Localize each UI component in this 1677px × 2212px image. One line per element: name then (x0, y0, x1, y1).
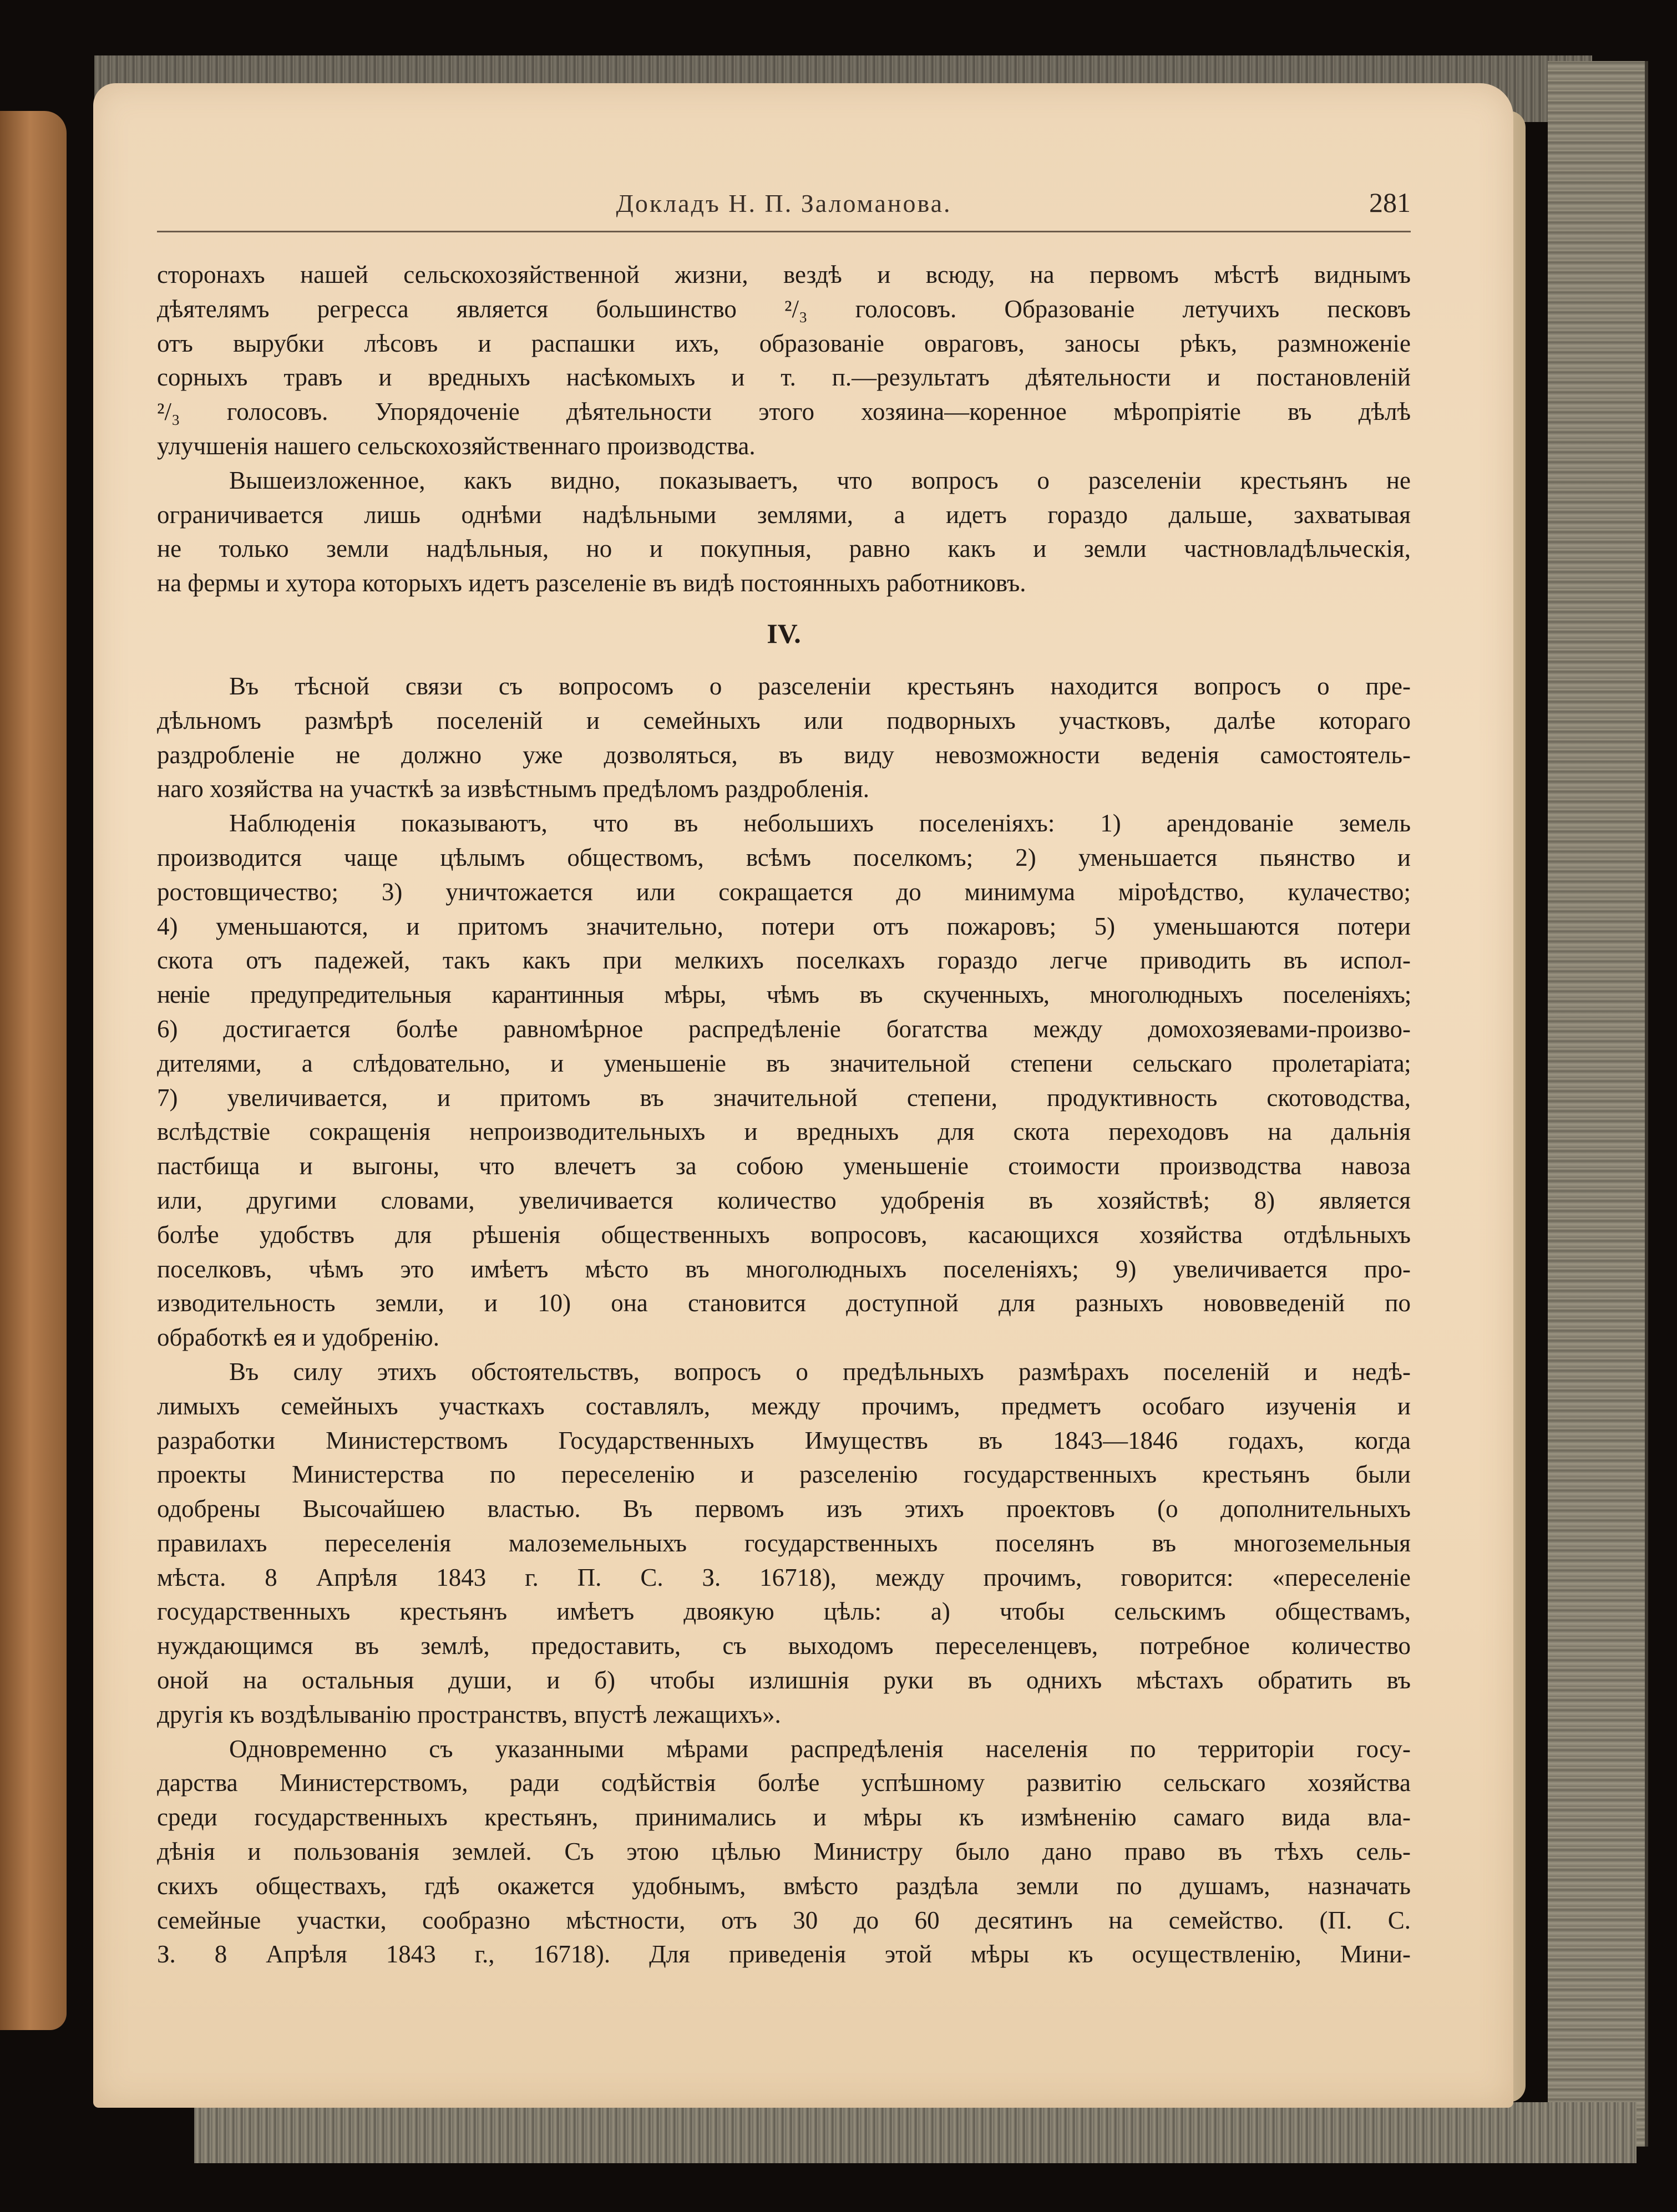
text-line: лимыхъ семейныхъ участкахъ составлялъ, между прочимъ, предметъ особаго изученія и (157, 1392, 1411, 1420)
text-line: отъ вырубки лѣсовъ и распашки ихъ, образованіе овраговъ, заносы рѣкъ, размноженіе (157, 329, 1411, 357)
binding-board-right (1548, 61, 1648, 2147)
text-line: ²/₃ голосовъ. Упорядоченіе дѣятельности этого хозяина—коренное мѣропріятіе въ дѣлѣ (157, 398, 1411, 426)
text-line: З. 8 Апрѣля 1843 г., 16718). Для приведенія этой мѣры къ осуществленію, Мини- (157, 1940, 1411, 1969)
page-number: 281 (1369, 187, 1411, 218)
text-line: Одновременно съ указанными мѣрами распредѣленія населенія по территоріи госу- (229, 1734, 1411, 1763)
running-title: Докладъ Н. П. Заломанова. (616, 189, 952, 217)
text-line: Вышеизложенное, какъ видно, показываетъ, что вопросъ о разселеніи крестьянъ не (229, 466, 1411, 494)
text-line: неніе предупредительныя карантинныя мѣры, чѣмъ въ скученныхъ, многолюдныхъ поселеніяхъ; (157, 981, 1411, 1009)
text-line: Наблюденія показываютъ, что въ небольшихъ поселеніяхъ: 1) арендованіе земель (229, 809, 1411, 838)
text-line: семейные участки, сообразно мѣстности, отъ 30 до 60 десятинъ на семейство. (П. С. (157, 1906, 1411, 1934)
text-line: одобрены Высочайшею властью. Въ первомъ изъ этихъ проектовъ (о дополнительныхъ (157, 1495, 1411, 1523)
text-line: раздробленіе не должно уже дозволяться, въ виду невозможности веденія самостоятель- (157, 740, 1411, 769)
text-line: мѣста. 8 Апрѣля 1843 г. П. С. З. 16718), между прочимъ, говорится: «переселеніе (157, 1563, 1411, 1591)
text-line: сторонахъ нашей сельскохозяйственной жизни, вездѣ и всюду, на первомъ мѣстѣ виднымъ (157, 261, 1411, 288)
text-line: 4) уменьшаются, и притомъ значительно, потери отъ пожаровъ; 5) уменьшаются потери (157, 912, 1411, 940)
text-line: поселковъ, чѣмъ это имѣетъ мѣсто въ многолюдныхъ поселеніяхъ; 9) увеличивается про- (157, 1255, 1411, 1283)
adjacent-page-edge (0, 111, 67, 2030)
text-line: улучшенія нашего сельскохозяйственнаго производства. (157, 432, 756, 460)
binding-board-bottom (194, 2102, 1637, 2163)
text-line: 6) достигается болѣе равномѣрное распредѣленіе богатства между домохозяевами-произво- (157, 1014, 1411, 1043)
text-line: 7) увеличивается, и притомъ въ значительной степени, продуктивность скотоводства, (157, 1083, 1411, 1112)
section-heading: IV. (767, 617, 801, 649)
text-line: дѣльномъ размѣрѣ поселеній и семейныхъ или подворныхъ участковъ, далѣе котораго (157, 706, 1411, 734)
text-line: оной на остальныя души, и б) чтобы излишнія руки въ однихъ мѣстахъ обратить въ (157, 1666, 1411, 1694)
text-line: сорныхъ травъ и вредныхъ насѣкомыхъ и т. п.—результатъ дѣятельности и постановленій (157, 363, 1411, 392)
text-line: разработки Министерствомъ Государственныхъ Имуществъ въ 1843—1846 годахъ, когда (157, 1426, 1411, 1454)
text-line: обработкѣ ея и удобренію. (157, 1323, 440, 1352)
text-line: наго хозяйства на участкѣ за извѣстнымъ предѣломъ раздробленія. (157, 775, 870, 803)
text-line: Въ тѣсной связи съ вопросомъ о разселеніи крестьянъ находится вопросъ о пре- (229, 672, 1411, 700)
text-line: на фермы и хутора которыхъ идетъ разселеніе въ видѣ постоянныхъ работниковъ. (157, 569, 1026, 597)
running-head (157, 181, 1411, 232)
text-line: производится чаще цѣлымъ обществомъ, всѣмъ поселкомъ; 2) уменьшается пьянство и (157, 843, 1411, 871)
text-line: пастбища и выгоны, что влечетъ за собою уменьшеніе стоимости производства навоза (157, 1152, 1411, 1180)
text-line: болѣе удобствъ для рѣшенія общественныхъ вопросовъ, касающихся хозяйства отдѣльныхъ (157, 1220, 1411, 1249)
text-line: не только земли надѣльныя, но и покупныя, равно какъ и земли частновладѣльческія, (157, 535, 1411, 563)
text-line: другія къ воздѣлыванію пространствъ, впустѣ лежащихъ». (157, 1700, 781, 1728)
text-line: скихъ обществахъ, гдѣ окажется удобнымъ, вмѣсто раздѣла земли по душамъ, назначать (157, 1871, 1411, 1900)
text-line: проекты Министерства по переселенію и разселенію государственныхъ крестьянъ были (157, 1460, 1411, 1489)
text-line: ограничивается лишь однѣми надѣльными землями, а идетъ гораздо дальше, захватывая (157, 500, 1411, 529)
text-line: правилахъ переселенія малоземельныхъ государственныхъ поселянъ въ многоземельныя (157, 1529, 1411, 1557)
text-line: ростовщичество; 3) уничтожается или сокращается до минимума міроѣдство, кулачество; (157, 877, 1411, 906)
text-line: вслѣдствіе сокращенія непроизводительныхъ и вредныхъ для скота переходовъ на дальнія (157, 1118, 1411, 1146)
text-line: скота отъ падежей, такъ какъ при мелкихъ поселкахъ гораздо легче приводить въ испол- (157, 946, 1411, 975)
text-line: дѣнія и пользованія землей. Съ этою цѣлью Министру было дано право въ тѣхъ сель- (157, 1838, 1411, 1866)
text-line: Въ силу этихъ обстоятельствъ, вопросъ о предѣльныхъ размѣрахъ поселеній и недѣ- (229, 1357, 1411, 1386)
body-text (157, 258, 1411, 1972)
text-line: дарства Министерствомъ, ради содѣйствія болѣе успѣшному развитію сельскаго хозяйства (157, 1769, 1411, 1797)
text-line: дителями, а слѣдовательно, и уменьшеніе въ значительной степени сельскаго пролетаріата; (157, 1049, 1411, 1077)
text-line: или, другими словами, увеличивается количество удобренія въ хозяйствѣ; 8) является (157, 1186, 1411, 1214)
book-page (93, 83, 1513, 2108)
text-line: государственныхъ крестьянъ имѣетъ двоякую цѣль: а) чтобы сельскимъ обществамъ, (157, 1597, 1411, 1626)
text-line: среди государственныхъ крестьянъ, принимались и мѣры къ измѣненію самаго вида вла- (157, 1803, 1411, 1832)
text-line: изводительность земли, и 10) она становится доступной для разныхъ нововведеній по (157, 1289, 1411, 1317)
text-line: дѣятелямъ регресса является большинство ²/₃ голосовъ. Образованіе летучихъ песковъ (157, 295, 1411, 323)
text-line: нуждающимся въ землѣ, предоставить, съ выходомъ переселенцевъ, потребное количество (157, 1632, 1411, 1660)
